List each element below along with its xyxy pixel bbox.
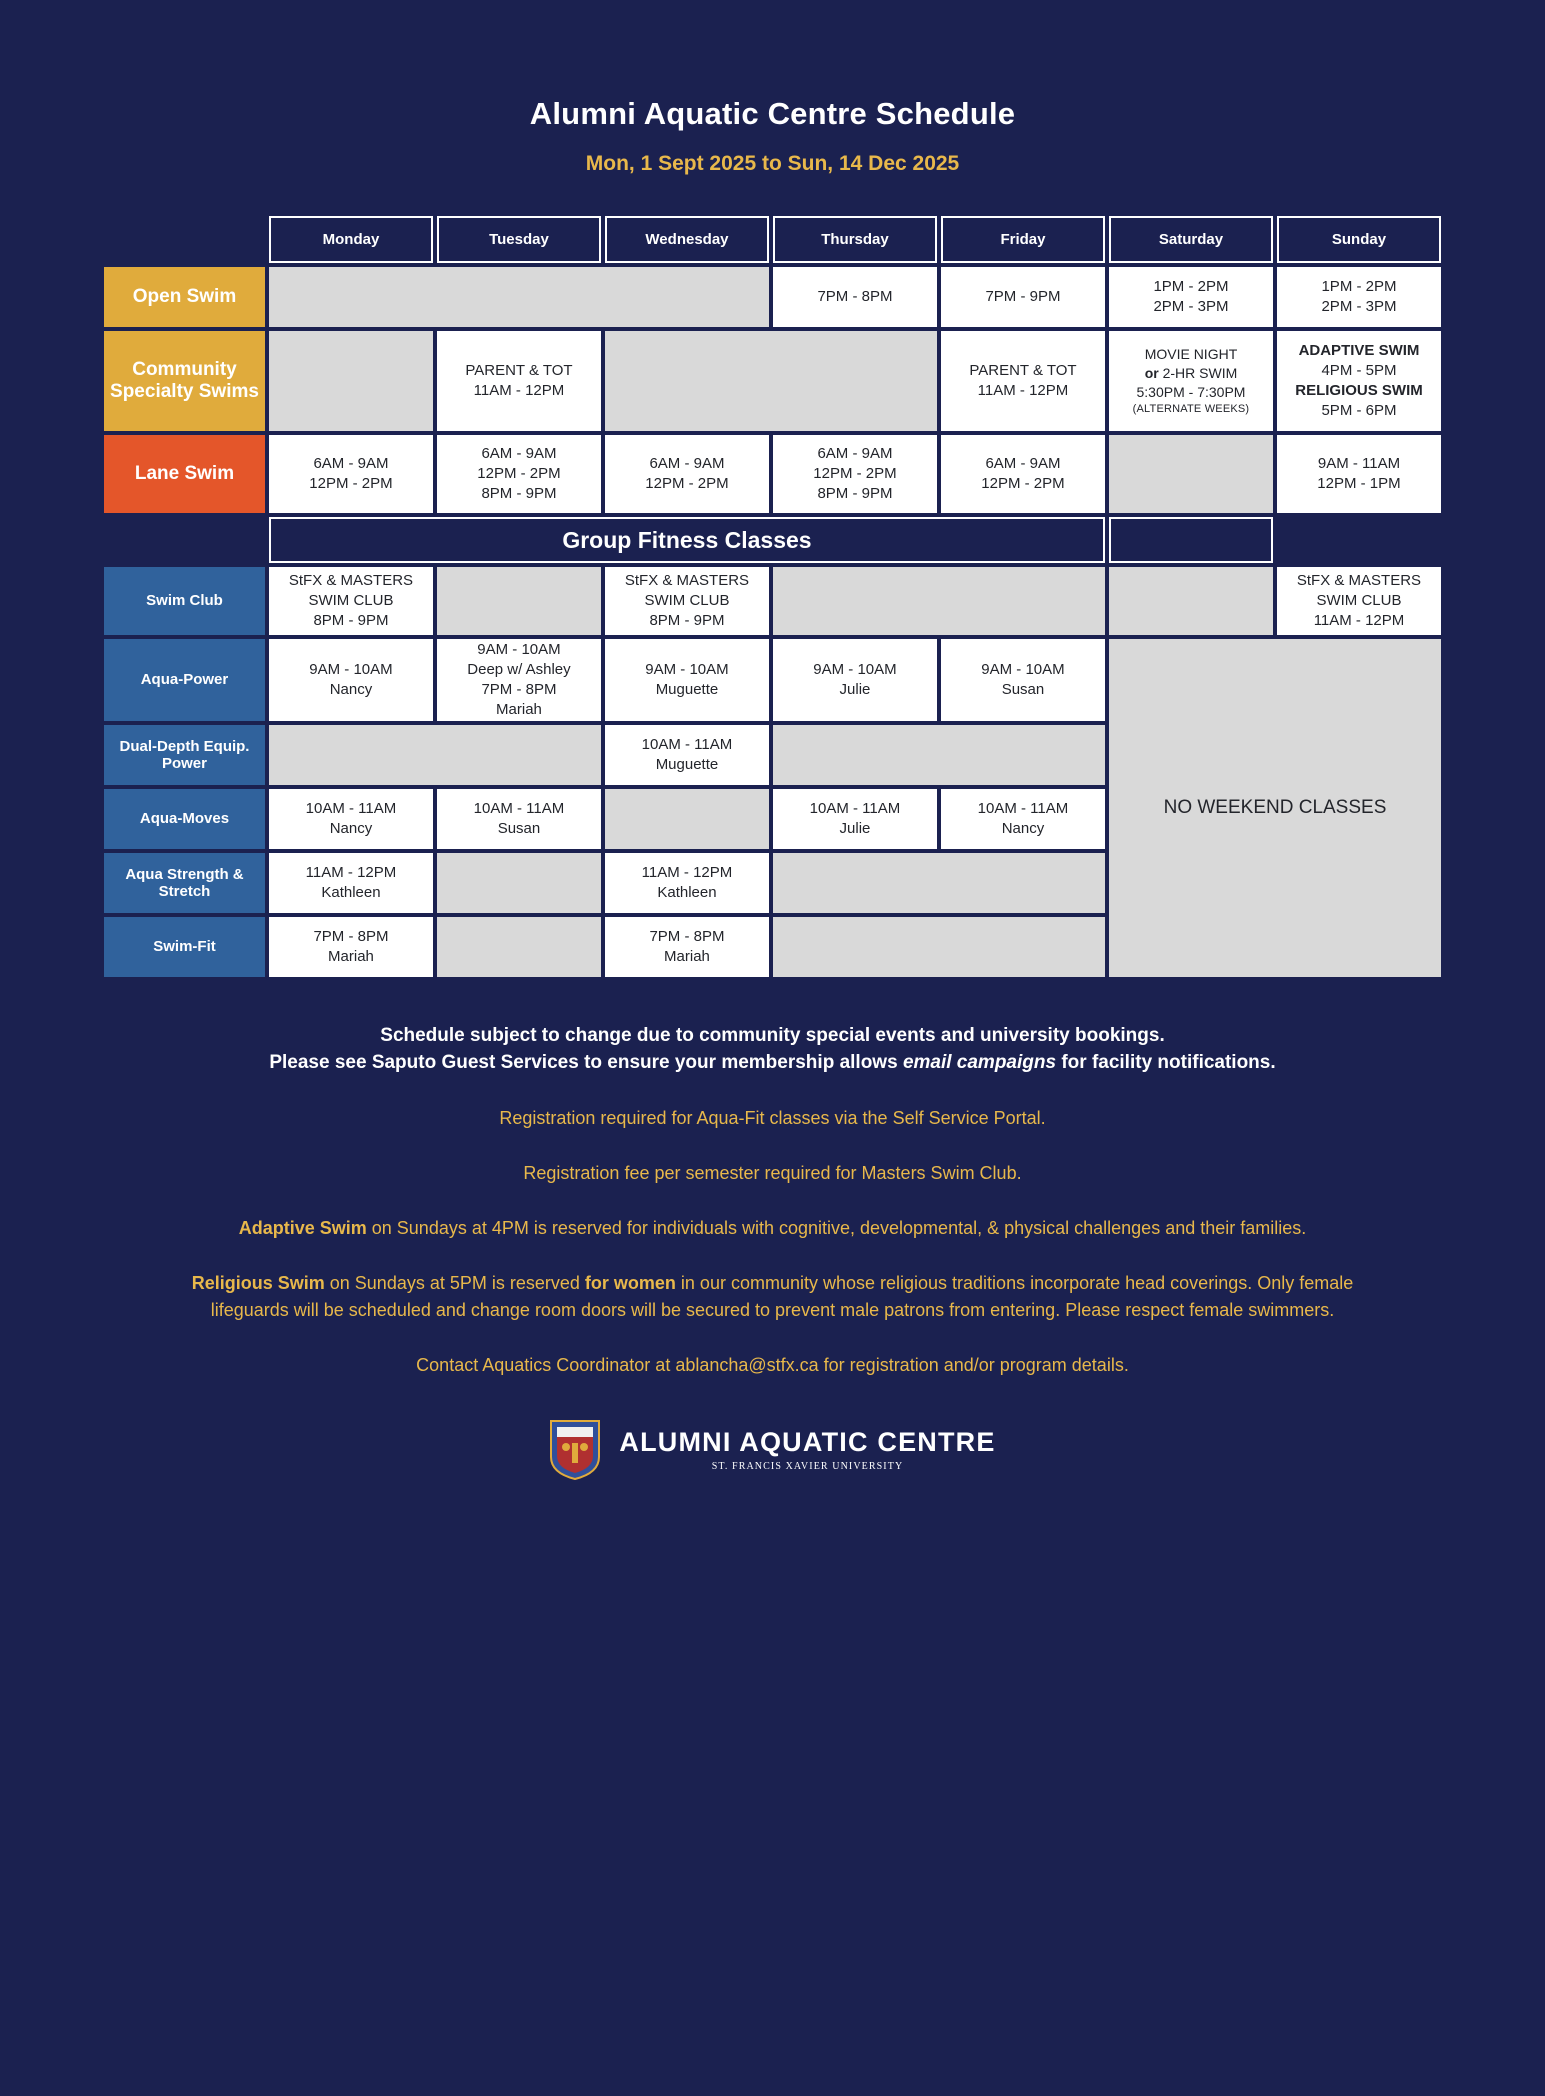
schedule-poster: [0, 96, 1545, 2096]
date-range: Mon, 1 Sept 2025 to Sun, 14 Dec 2025: [585, 152, 960, 175]
row-label-aqua-strength-stretch: Aqua Strength & Stretch: [104, 853, 265, 913]
cell-open-swim-sunday: 1PM - 2PM 2PM - 3PM: [1277, 267, 1441, 327]
cell-swimclub-tuesday: [437, 567, 601, 635]
table-row-aqua-power: [104, 639, 1441, 721]
cell-open-swim-friday: 7PM - 9PM: [941, 267, 1105, 327]
cell-community-wed-thu: [605, 331, 937, 431]
note-disclaimer-line1: Schedule subject to change due to community special events and university bookings.: [380, 1025, 1165, 1046]
group-fitness-banner-row: [104, 517, 1441, 563]
table-row-open-swim: [104, 267, 1441, 327]
cell-aquapower-friday: 9AM - 10AM Susan: [941, 639, 1105, 721]
cell-lane-thursday: 6AM - 9AM 12PM - 2PM 8PM - 9PM: [773, 435, 937, 513]
cell-community-sunday: [1277, 331, 1441, 431]
cell-lane-saturday: [1109, 435, 1273, 513]
day-header-tuesday: Tuesday: [437, 216, 601, 263]
cell-lane-friday: 6AM - 9AM 12PM - 2PM: [941, 435, 1105, 513]
cell-swimclub-sunday: StFX & MASTERS SWIM CLUB 11AM - 12PM: [1277, 567, 1441, 635]
cell-swimfit-monday: 7PM - 8PM Mariah: [269, 917, 433, 977]
cell-lane-sunday: 9AM - 11AM 12PM - 1PM: [1277, 435, 1441, 513]
cell-lane-wednesday: 6AM - 9AM 12PM - 2PM: [605, 435, 769, 513]
note-adaptive-rest: on Sundays at 4PM is reserved for individuals with cognitive, developmental, & physical challenges and their families.: [366, 1217, 1307, 1238]
note-religious-mid-b: in our community whose religious traditions incorporate head coverings. Only female lifeguards will be scheduled and change room doors will be secured to prevent male patrons from entering. Please respect female swimmers.: [210, 1272, 1354, 1320]
adaptive-swim-label: ADAPTIVE SWIM: [1298, 341, 1420, 359]
cell-aquapower-thursday: 9AM - 10AM Julie: [773, 639, 937, 721]
cell-aquastrength-wednesday: 11AM - 12PM Kathleen: [605, 853, 769, 913]
cell-aquapower-tuesday: 9AM - 10AM Deep w/ Ashley 7PM - 8PM Mariah: [437, 639, 601, 721]
cell-aquastrength-thu-fri: [773, 853, 1105, 913]
cell-aquastrength-monday: 11AM - 12PM Kathleen: [269, 853, 433, 913]
cell-swimclub-monday: StFX & MASTERS SWIM CLUB 8PM - 9PM: [269, 567, 433, 635]
movie-night-line3: 5:30PM - 7:30PM: [1136, 384, 1246, 401]
adaptive-swim-time: 4PM - 5PM: [1321, 361, 1397, 379]
day-header-friday: Friday: [941, 216, 1105, 263]
corner-cell: [104, 216, 265, 263]
schedule-table: [100, 212, 1445, 981]
cell-community-saturday: [1109, 331, 1273, 431]
religious-swim-time: 5PM - 6PM: [1321, 402, 1397, 420]
logo-name: ALUMNI AQUATIC CENTRE: [619, 1427, 996, 1458]
table-row-lane-swim: [104, 435, 1441, 513]
movie-night-line2: or 2-HR SWIM: [1144, 365, 1238, 382]
cell-open-swim-saturday: 1PM - 2PM 2PM - 3PM: [1109, 267, 1273, 327]
day-header-wednesday: Wednesday: [605, 216, 769, 263]
page-title: Alumni Aquatic Centre Schedule: [529, 96, 1016, 131]
cell-open-swim-mon-wed: [269, 267, 769, 327]
schedule-grid: [100, 212, 1445, 981]
note-religious-lead: Religious Swim: [191, 1272, 325, 1293]
row-label-open-swim: Open Swim: [104, 267, 265, 327]
cell-community-tuesday: PARENT & TOT 11AM - 12PM: [437, 331, 601, 431]
note-religious-bold: for women: [584, 1272, 676, 1293]
cell-aquapower-monday: 9AM - 10AM Nancy: [269, 639, 433, 721]
cell-open-swim-thursday: 7PM - 8PM: [773, 267, 937, 327]
note-disclaimer-line2b: for facility notifications.: [1056, 1051, 1276, 1073]
cell-aquamoves-wednesday: [605, 789, 769, 849]
table-row-swim-club: [104, 567, 1441, 635]
row-label-aqua-moves: Aqua-Moves: [104, 789, 265, 849]
cell-dualdepth-thu-fri: [773, 725, 1105, 785]
note-registration: Registration required for Aqua-Fit classes via the Self Service Portal.: [499, 1107, 1046, 1128]
group-fitness-banner: Group Fitness Classes: [269, 517, 1105, 563]
cell-swimfit-thu-fri: [773, 917, 1105, 977]
note-contact: Contact Aquatics Coordinator at ablancha@stfx.ca for registration and/or program details.: [416, 1354, 1129, 1375]
note-adaptive-lead: Adaptive Swim: [238, 1217, 367, 1238]
note-religious-mid-a: on Sundays at 5PM is reserved: [324, 1272, 585, 1293]
row-label-dual-depth-equip-power: Dual-Depth Equip. Power: [104, 725, 265, 785]
group-fitness-banner-spacer: [1109, 517, 1273, 563]
note-disclaimer-line2a: Please see Saputo Guest Services to ensure your membership allows: [269, 1051, 903, 1073]
day-header-monday: Monday: [269, 216, 433, 263]
religious-swim-label: RELIGIOUS SWIM: [1295, 382, 1423, 399]
wordmark: [619, 1427, 995, 1472]
cell-swimfit-wednesday: 7PM - 8PM Mariah: [605, 917, 769, 977]
cell-swimclub-wednesday: StFX & MASTERS SWIM CLUB 8PM - 9PM: [605, 567, 769, 635]
cell-aquapower-wednesday: 9AM - 10AM Muguette: [605, 639, 769, 721]
cell-swimclub-saturday: [1109, 567, 1273, 635]
note-disclaimer-emphasis: email campaigns: [902, 1051, 1057, 1073]
corner-cell-2: [104, 517, 265, 563]
cell-swimfit-tuesday: [437, 917, 601, 977]
cell-dualdepth-mon-tue: [269, 725, 601, 785]
row-label-community-specialty-swims: Community Specialty Swims: [104, 331, 265, 431]
cell-lane-tuesday: 6AM - 9AM 12PM - 2PM 8PM - 9PM: [437, 435, 601, 513]
notes-section: [183, 1023, 1363, 1379]
table-header-row: [104, 216, 1441, 263]
row-label-swim-club: Swim Club: [104, 567, 265, 635]
cell-aquamoves-friday: 10AM - 11AM Nancy: [941, 789, 1105, 849]
cell-aquastrength-tuesday: [437, 853, 601, 913]
cell-aquamoves-thursday: 10AM - 11AM Julie: [773, 789, 937, 849]
row-label-lane-swim: Lane Swim: [104, 435, 265, 513]
note-fee: Registration fee per semester required for Masters Swim Club.: [523, 1162, 1022, 1183]
day-header-saturday: Saturday: [1109, 216, 1273, 263]
footer-logo: [0, 1419, 1545, 1481]
cell-aquamoves-monday: 10AM - 11AM Nancy: [269, 789, 433, 849]
day-header-thursday: Thursday: [773, 216, 937, 263]
stfx-crest-icon: [549, 1419, 601, 1481]
cell-community-monday: [269, 331, 433, 431]
cell-dualdepth-wednesday: 10AM - 11AM Muguette: [605, 725, 769, 785]
no-weekend-classes-block: NO WEEKEND CLASSES: [1109, 639, 1441, 977]
row-label-aqua-power: Aqua-Power: [104, 639, 265, 721]
movie-night-line4: (ALTERNATE WEEKS): [1132, 402, 1250, 415]
table-row-community-specialty-swims: [104, 331, 1441, 431]
logo-subtitle: ST. FRANCIS XAVIER UNIVERSITY: [711, 1461, 904, 1473]
cell-lane-monday: 6AM - 9AM 12PM - 2PM: [269, 435, 433, 513]
movie-night-line1: MOVIE NIGHT: [1144, 346, 1238, 363]
note-adaptive-swim: [183, 1215, 1363, 1242]
cell-aquamoves-tuesday: 10AM - 11AM Susan: [437, 789, 601, 849]
day-header-sunday: Sunday: [1277, 216, 1441, 263]
cell-swimclub-thu-fri: [773, 567, 1105, 635]
note-disclaimer: [183, 1023, 1363, 1077]
row-label-swim-fit: Swim-Fit: [104, 917, 265, 977]
note-religious-swim: [183, 1270, 1363, 1324]
cell-community-friday: PARENT & TOT 11AM - 12PM: [941, 331, 1105, 431]
